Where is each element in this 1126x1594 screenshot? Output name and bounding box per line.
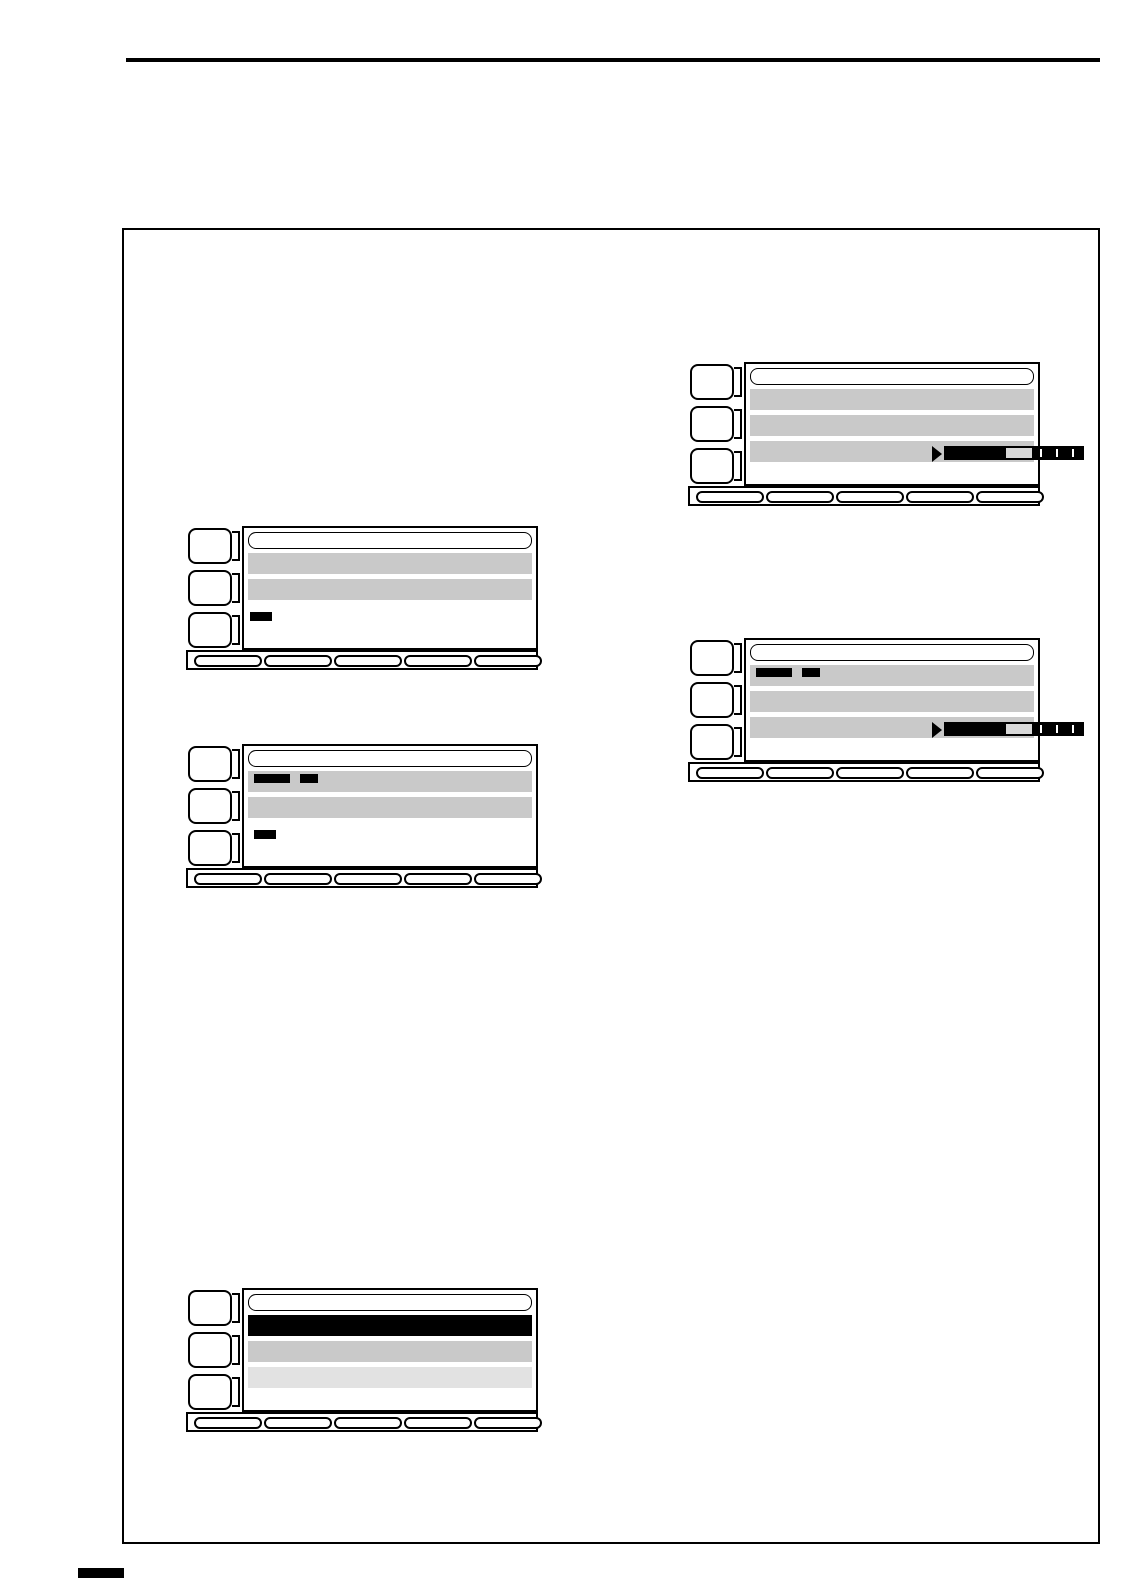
lcd-text-block: [254, 774, 290, 783]
softkey-2[interactable]: [264, 873, 332, 885]
scroll-knob[interactable]: [1006, 724, 1032, 734]
side-key-1-stem: [232, 749, 240, 779]
side-key-1[interactable]: [188, 528, 232, 564]
side-key-1-stem: [734, 367, 742, 397]
softkey-1[interactable]: [194, 1417, 262, 1429]
lcd-screen: [744, 638, 1040, 762]
side-key-3[interactable]: [690, 448, 734, 484]
lcd-row-1[interactable]: [750, 665, 1034, 686]
side-key-3-stem: [734, 451, 742, 481]
lcd-text-block: [756, 668, 792, 677]
side-key-1[interactable]: [690, 364, 734, 400]
lcd-row-2[interactable]: [750, 415, 1034, 436]
softkey-2[interactable]: [766, 491, 834, 503]
side-key-1-stem: [232, 531, 240, 561]
softkey-bar: [186, 1412, 538, 1432]
lcd-screen: [242, 744, 538, 868]
side-key-3[interactable]: [188, 1374, 232, 1410]
side-key-3[interactable]: [690, 724, 734, 760]
side-key-1[interactable]: [188, 746, 232, 782]
scroll-knob[interactable]: [1006, 448, 1032, 458]
page-corner-mark: [78, 1568, 124, 1578]
scroll-arrow-icon: [932, 722, 942, 738]
side-key-2-stem: [232, 1335, 240, 1365]
side-key-3-stem: [232, 615, 240, 645]
softkey-2[interactable]: [766, 767, 834, 779]
lcd-screen: [744, 362, 1040, 486]
side-key-column: [688, 362, 740, 492]
softkey-4[interactable]: [404, 655, 472, 667]
side-key-2[interactable]: [188, 1332, 232, 1368]
softkey-3[interactable]: [334, 655, 402, 667]
lcd-title-bar: [248, 750, 532, 767]
lcd-text-block: [254, 830, 276, 839]
side-key-2[interactable]: [188, 788, 232, 824]
side-key-2-stem: [232, 573, 240, 603]
operator-panel-figure-2: [186, 526, 538, 656]
side-key-3-stem: [232, 1377, 240, 1407]
scroll-track[interactable]: [944, 722, 1084, 736]
operator-panel-figure-5: [186, 1288, 538, 1418]
softkey-4[interactable]: [906, 491, 974, 503]
softkey-5[interactable]: [976, 767, 1044, 779]
softkey-5[interactable]: [474, 655, 542, 667]
side-key-3-stem: [734, 727, 742, 757]
side-key-3-stem: [232, 833, 240, 863]
softkey-bar: [688, 762, 1040, 782]
lcd-row-1[interactable]: [248, 771, 532, 792]
side-key-2-stem: [232, 791, 240, 821]
operator-panel-figure-1: [688, 362, 1040, 492]
operator-panel-figure-4: [186, 744, 538, 874]
lcd-text-block: [802, 668, 820, 677]
lcd-screen: [242, 526, 538, 650]
side-key-column: [186, 1288, 238, 1418]
lcd-row-2[interactable]: [750, 691, 1034, 712]
softkey-1[interactable]: [194, 655, 262, 667]
softkey-5[interactable]: [474, 873, 542, 885]
scroll-tick: [1056, 449, 1058, 457]
side-key-column: [186, 526, 238, 656]
scroll-tick: [1040, 449, 1042, 457]
lcd-row-1[interactable]: [750, 389, 1034, 410]
softkey-4[interactable]: [906, 767, 974, 779]
softkey-3[interactable]: [334, 1417, 402, 1429]
side-key-2[interactable]: [690, 682, 734, 718]
header-rule: [126, 58, 1100, 62]
scroll-tick: [1056, 725, 1058, 733]
softkey-3[interactable]: [836, 767, 904, 779]
softkey-bar: [186, 868, 538, 888]
softkey-2[interactable]: [264, 1417, 332, 1429]
softkey-1[interactable]: [696, 767, 764, 779]
lcd-title-bar: [248, 1294, 532, 1311]
lcd-text-block: [250, 612, 272, 621]
softkey-5[interactable]: [474, 1417, 542, 1429]
side-key-3[interactable]: [188, 612, 232, 648]
side-key-2[interactable]: [188, 570, 232, 606]
scroll-tick: [1072, 725, 1074, 733]
lcd-row-2[interactable]: [248, 797, 532, 818]
lcd-row-1[interactable]: [248, 553, 532, 574]
softkey-1[interactable]: [696, 491, 764, 503]
side-key-2-stem: [734, 409, 742, 439]
side-key-2[interactable]: [690, 406, 734, 442]
softkey-1[interactable]: [194, 873, 262, 885]
side-key-1-stem: [232, 1293, 240, 1323]
lcd-text-block: [300, 774, 318, 783]
softkey-4[interactable]: [404, 873, 472, 885]
scroll-track[interactable]: [944, 446, 1084, 460]
lcd-row-2[interactable]: [248, 579, 532, 600]
scroll-tick: [1072, 449, 1074, 457]
lcd-row-2[interactable]: [248, 1341, 532, 1362]
softkey-3[interactable]: [334, 873, 402, 885]
softkey-3[interactable]: [836, 491, 904, 503]
lcd-title-bar: [750, 368, 1034, 385]
softkey-5[interactable]: [976, 491, 1044, 503]
operator-panel-figure-3: [688, 638, 1040, 768]
softkey-bar: [186, 650, 538, 670]
side-key-1[interactable]: [690, 640, 734, 676]
side-key-3[interactable]: [188, 830, 232, 866]
side-key-1-stem: [734, 643, 742, 673]
side-key-1[interactable]: [188, 1290, 232, 1326]
softkey-2[interactable]: [264, 655, 332, 667]
side-key-column: [186, 744, 238, 874]
side-key-column: [688, 638, 740, 768]
lcd-row-3[interactable]: [248, 1367, 532, 1388]
lcd-row-1-selected[interactable]: [248, 1315, 532, 1336]
softkey-bar: [688, 486, 1040, 506]
side-key-2-stem: [734, 685, 742, 715]
softkey-4[interactable]: [404, 1417, 472, 1429]
lcd-screen: [242, 1288, 538, 1412]
scroll-arrow-icon: [932, 446, 942, 462]
lcd-title-bar: [750, 644, 1034, 661]
lcd-title-bar: [248, 532, 532, 549]
scroll-tick: [1040, 725, 1042, 733]
